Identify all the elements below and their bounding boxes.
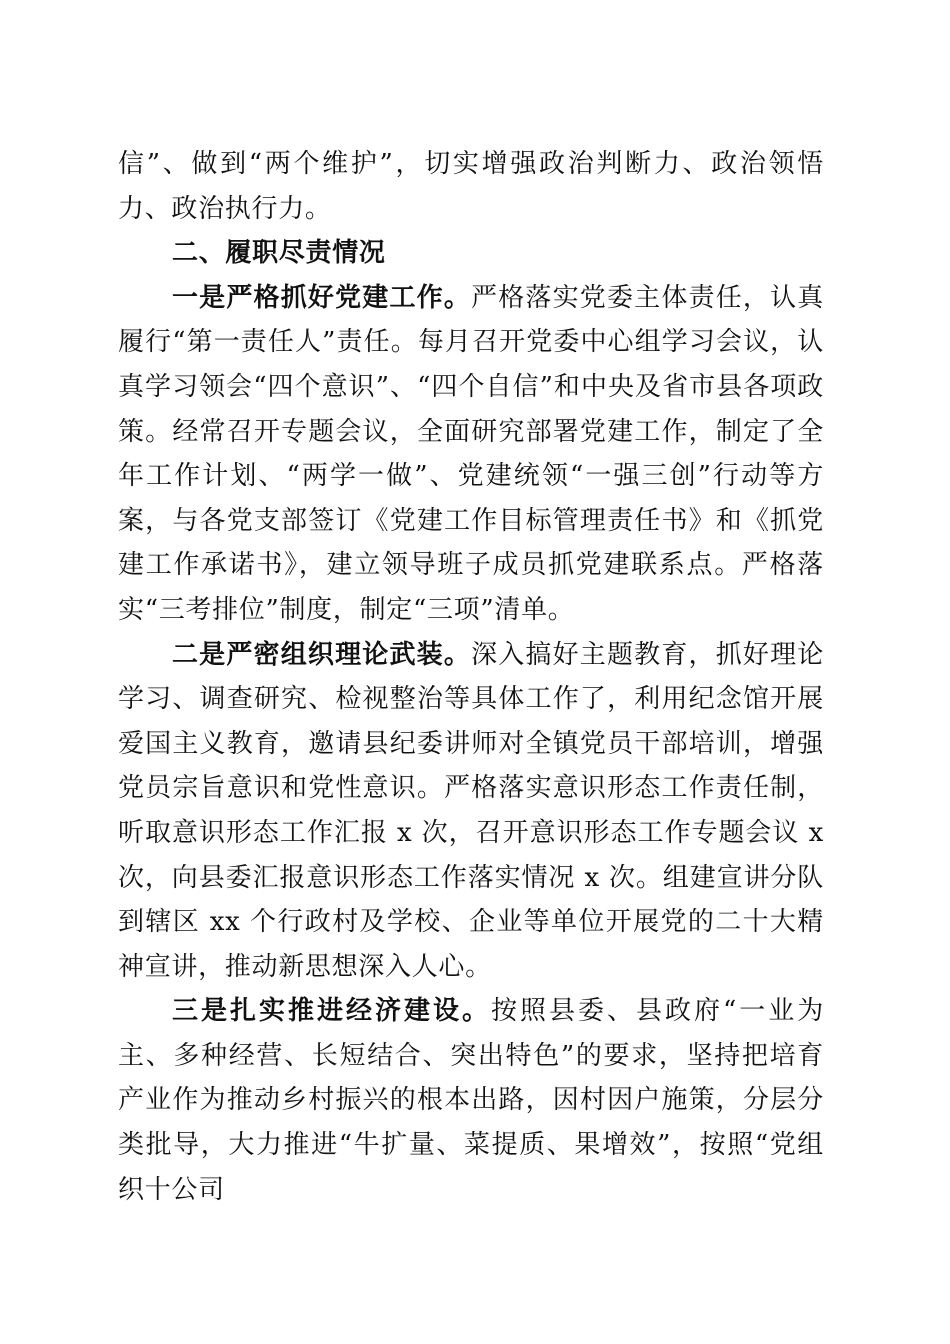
paragraph-economy bbox=[118, 989, 824, 1212]
paragraph-continued bbox=[118, 142, 824, 231]
paragraph-lead: 三是扎实推进经济建设。 bbox=[172, 996, 491, 1027]
paragraph-text: 深入搞好主题教育，抓好理论学习、调查研究、检视整治等具体工作了，利用纪念馆开展爱国主义教育，邀请县纪委讲师对全镇党员干部培训，增强党员宗旨意识和党性意识。严格落实意识形态工作责任制，听取意识形态工作汇报 x 次，召开意识形态工作专题会议 x 次，向县委汇报意识形态工作落实情况 x 次。组建宣讲分队到辖区 xx 个行政村及学校、企业等单位开展党的二十大精神宣讲，推动新思想深入人心。 bbox=[118, 639, 824, 982]
paragraph-lead: 二是严密组织理论武装。 bbox=[172, 639, 472, 670]
paragraph-lead: 一是严格抓好党建工作。 bbox=[172, 282, 472, 313]
section-heading: 二、履职尽责情况 bbox=[172, 238, 386, 269]
paragraph-party-building bbox=[118, 276, 824, 633]
document-body bbox=[118, 142, 824, 1212]
paragraph-text: 严格落实党委主体责任，认真履行“第一责任人”责任。每月召开党委中心组学习会议，认真学习领会“四个意识”、“四个自信”和中央及省市县各项政策。经常召开专题会议，全面研究部署党建工作，制定了全年工作计划、“两学一做”、党建统领“一强三创”行动等方案，与各党支部签订《党建工作目标管理责任书》和《抓党建工作承诺书》，建立领导班子成员抓党建联系点。严格落实“三考排位”制度，制定“三项”清单。 bbox=[118, 282, 824, 625]
paragraph-theory bbox=[118, 633, 824, 990]
paragraph-text: 信”、做到“两个维护”，切实增强政治判断力、政治领悟力、政治执行力。 bbox=[118, 149, 824, 224]
paragraph-text: 按照县委、县政府“一业为主、多种经营、长短结合、突出特色”的要求，坚持把培育产业作为推动乡村振兴的根本出路，因村因户施策，分层分类批导，大力推进“牛扩量、菜提质、果增效”，按照“党组织十公司 bbox=[118, 996, 824, 1205]
